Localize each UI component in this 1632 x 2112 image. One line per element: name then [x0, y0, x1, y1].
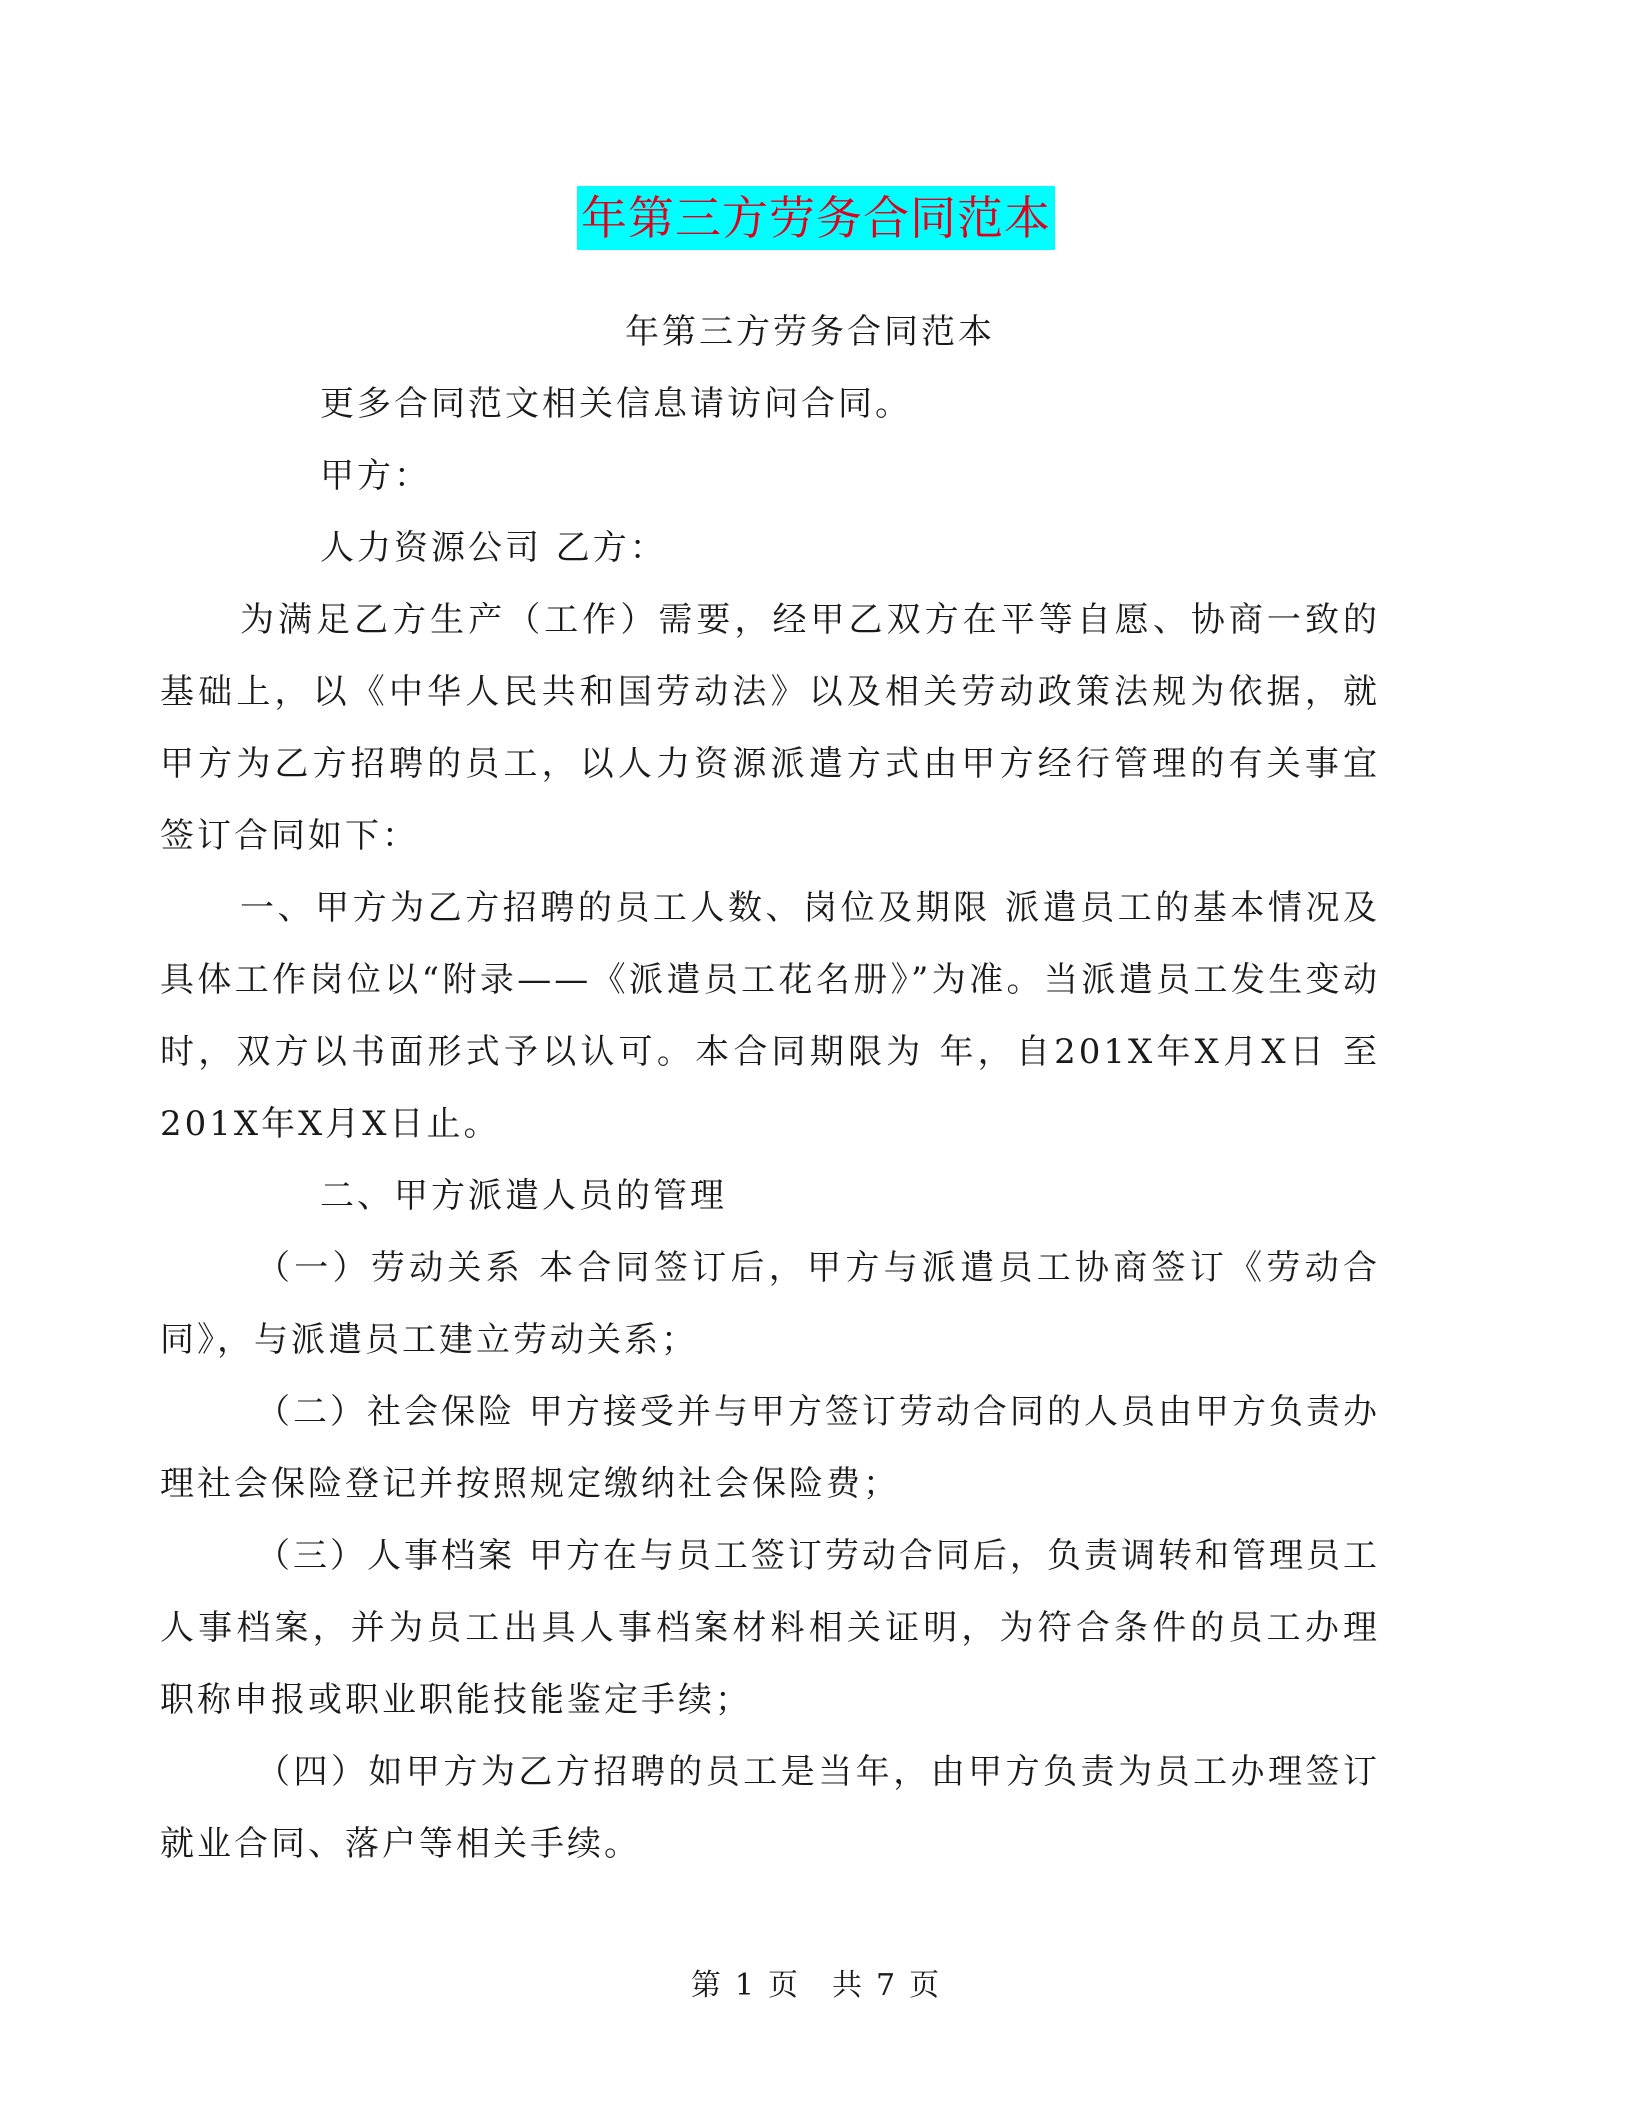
page-footer: [0, 1960, 1632, 2004]
paragraph-clause-2-1: （一）劳动关系 本合同签订后，甲方与派遣员工协商签订《劳动合同》，与派遣员工建立劳动关系；: [160, 1248, 1380, 1360]
paragraph-party-b: 人力资源公司 乙方：: [320, 528, 667, 568]
document-body: [160, 296, 1431, 1880]
paragraph-party-a: 甲方：: [320, 456, 431, 496]
document-subtitle: 年第三方劳务合同范本: [625, 312, 995, 352]
footer-suffix: 页: [909, 1968, 942, 2003]
document-title: 年第三方劳务合同范本: [577, 186, 1055, 250]
footer-prefix: 第: [690, 1968, 723, 2003]
footer-middle: 页 共: [768, 1968, 864, 2003]
footer-total-pages: 7: [876, 1968, 898, 2003]
paragraph-clause-2-2: （二）社会保险 甲方接受并与甲方签订劳动合同的人员由甲方负责办理社会保险登记并按照规定缴纳社会保险费；: [160, 1392, 1380, 1504]
footer-current-page: 1: [734, 1968, 756, 2003]
paragraph-more-info: 更多合同范文相关信息请访问合同。: [320, 384, 912, 424]
paragraph-preamble: 为满足乙方生产（工作）需要，经甲乙双方在平等自愿、协商一致的基础上，以《中华人民共和国劳动法》以及相关劳动政策法规为依据，就甲方为乙方招聘的员工，以人力资源派遣方式由甲方经行管理的有关事宜签订合同如下：: [160, 600, 1380, 856]
title-container: [0, 186, 1632, 250]
paragraph-clause-2: 二、甲方派遣人员的管理: [320, 1176, 727, 1216]
paragraph-clause-1: 一、甲方为乙方招聘的员工人数、岗位及期限 派遣员工的基本情况及具体工作岗位以“附录——《派遣员工花名册》”为准。当派遣员工发生变动时，双方以书面形式予以认可。本合同期限为 年，自201X年X月X日 至 201X年X月X日止。: [160, 888, 1431, 1144]
paragraph-clause-2-4: （四）如甲方为乙方招聘的员工是当年，由甲方负责为员工办理签订就业合同、落户等相关手续。: [160, 1752, 1380, 1864]
paragraph-clause-2-3: （三）人事档案 甲方在与员工签订劳动合同后，负责调转和管理员工人事档案，并为员工出具人事档案材料相关证明，为符合条件的员工办理职称申报或职业职能技能鉴定手续；: [160, 1536, 1380, 1720]
